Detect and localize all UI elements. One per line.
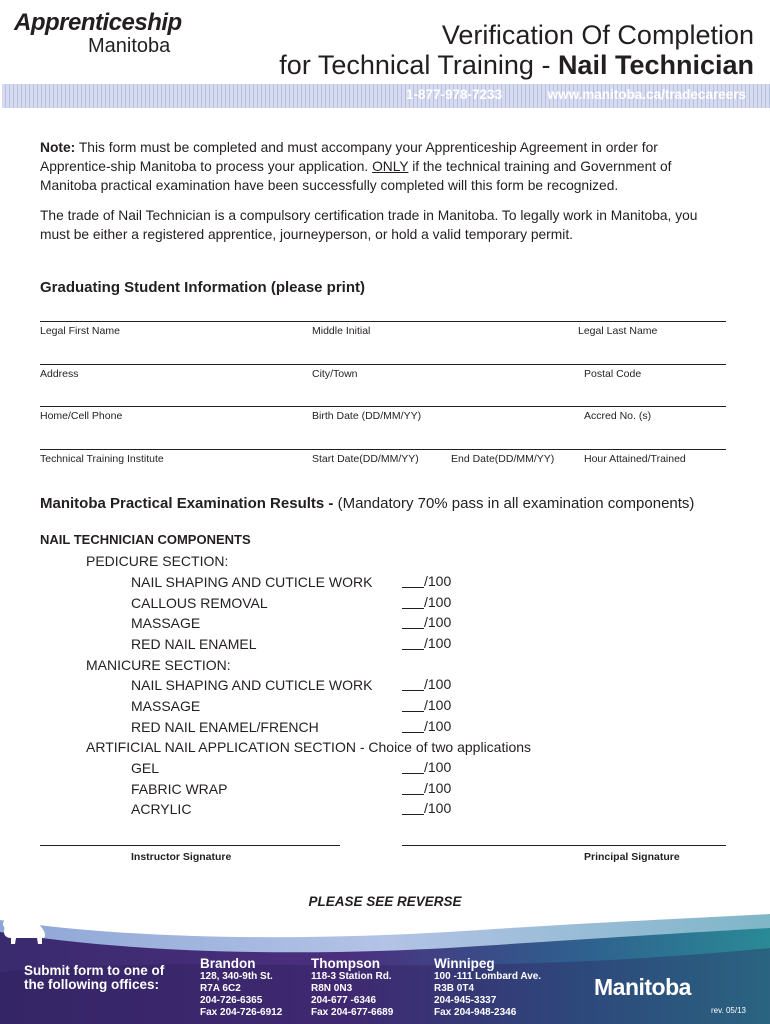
contact-banner [2,84,770,108]
please-see-reverse: PLEASE SEE REVERSE [308,894,462,909]
office-city: Thompson [311,956,380,971]
office-address: 128, 340-9th St. [200,971,273,982]
label-birth-date: Birth Date (DD/MM/YY) [312,410,422,422]
label-postal-code: Postal Code [584,368,642,380]
instructor-signature-label: Instructor Signature [131,851,232,863]
office-brandon [200,956,282,1019]
title-line-1: Verification Of Completion [441,20,754,50]
office-address: 100 -111 Lombard Ave. [434,971,542,982]
office-city: Winnipeg [434,956,495,971]
trade-paragraph: The trade of Nail Technician is a compulsory certification trade in Manitoba. To legally work in Manitoba, you must be either a registered apprentice, journeyperson, or hold a valid temporary permit. [40,208,698,242]
principal-signature-label: Principal Signature [584,851,680,863]
component-item: NAIL SHAPING AND CUTICLE WORK [131,574,373,590]
note-text-a: This form must be completed and must accompany your Apprenticeship Agreement in order for Apprentice-ship Manitoba to process your application. [40,140,658,174]
office-postal: R7A 6C2 [200,983,241,994]
score-field[interactable]: /100 [402,697,451,713]
score-field[interactable]: /100 [402,800,451,816]
note-label: Note: [40,140,76,155]
components-title: NAIL TECHNICIAN COMPONENTS [40,532,251,547]
office-fax: Fax 204-677-6689 [311,1007,394,1018]
label-middle-initial: Middle Initial [312,325,371,337]
submit-line-1: Submit form to one of [24,963,165,978]
submit-line-2: the following offices: [24,977,159,992]
score-field[interactable]: /100 [402,573,451,589]
apprenticeship-manitoba-logo [14,10,184,56]
component-item: RED NAIL ENAMEL [131,636,257,652]
label-city: City/Town [312,368,358,380]
label-accred-no: Accred No. (s) [584,410,652,422]
note-paragraph [40,138,730,195]
component-item: NAIL SHAPING AND CUTICLE WORK [131,677,373,693]
component-item: CALLOUS REMOVAL [131,595,268,611]
office-phone: 204-726-6365 [200,995,263,1006]
office-postal: R8N 0N3 [311,983,353,994]
component-item: FABRIC WRAP [131,781,228,797]
contact-phone: 1-877-978-7233 [406,87,503,102]
artificial-title: ARTIFICIAL NAIL APPLICATION SECTION - Choice of two applications [86,739,532,755]
field-line-2[interactable] [40,364,726,365]
label-address: Address [40,368,79,380]
score-field[interactable]: /100 [402,594,451,610]
manicure-title: MANICURE SECTION: [86,657,231,673]
office-city: Brandon [200,956,256,971]
label-end-date: End Date(DD/MM/YY) [451,453,555,465]
component-item: ACRYLIC [131,801,192,817]
office-postal: R3B 0T4 [434,983,475,994]
submit-instruction [24,964,164,992]
label-hours: Hour Attained/Trained [584,453,686,465]
logo-line-1: Apprenticeship [14,9,182,36]
score-field[interactable]: /100 [402,759,451,775]
office-fax: Fax 204-948-2346 [434,1007,517,1018]
title-trade: Nail Technician [557,50,754,80]
form-title [279,20,754,80]
instructor-signature-line[interactable] [40,845,340,846]
score-field[interactable]: /100 [402,718,451,734]
logo-line-2: Manitoba [88,35,171,57]
component-item: MASSAGE [131,615,201,631]
note-only: ONLY [372,159,409,174]
label-training-institute: Technical Training Institute [40,453,164,465]
component-item: GEL [131,760,160,776]
score-field[interactable]: /100 [402,635,451,651]
title-line-2 [279,50,754,80]
bison-icon [0,912,48,946]
score-field[interactable]: /100 [402,676,451,692]
label-first-name: Legal First Name [40,325,120,337]
principal-signature-line[interactable] [402,845,726,846]
field-line-3[interactable] [40,406,726,407]
office-phone: 204-677 -6346 [311,995,377,1006]
office-winnipeg [434,956,541,1019]
contact-website[interactable]: www.manitoba.ca/tradecareers [547,87,746,102]
revision-note: rev. 05/13 [711,1006,746,1015]
pedicure-title: PEDICURE SECTION: [86,553,229,569]
field-line-4[interactable] [40,449,726,450]
component-item: MASSAGE [131,698,201,714]
label-last-name: Legal Last Name [578,325,658,337]
note-text-b: if the technical training and Government of Manitoba practical examination have been successfully completed will this form be recognized. [40,159,672,193]
manitoba-logo-text: Manitoba [594,974,691,1000]
office-address: 118-3 Station Rd. [311,971,392,982]
exam-heading-note: (Mandatory 70% pass in all examination components) [337,495,695,512]
title-prefix: for Technical Training - [279,50,558,80]
exam-heading-bold: Manitoba Practical Examination Results - [40,495,338,512]
exam-heading [40,495,694,512]
score-field[interactable]: /100 [402,780,451,796]
student-info-heading: Graduating Student Information (please print) [40,279,366,296]
label-start-date: Start Date(DD/MM/YY) [312,453,419,465]
component-item: RED NAIL ENAMEL/FRENCH [131,719,319,735]
footer [0,912,770,1024]
office-thompson [311,956,393,1019]
office-phone: 204-945-3337 [434,995,497,1006]
score-field[interactable]: /100 [402,614,451,630]
field-line-1[interactable] [40,321,726,322]
label-phone: Home/Cell Phone [40,410,123,422]
office-fax: Fax 204-726-6912 [200,1007,283,1018]
